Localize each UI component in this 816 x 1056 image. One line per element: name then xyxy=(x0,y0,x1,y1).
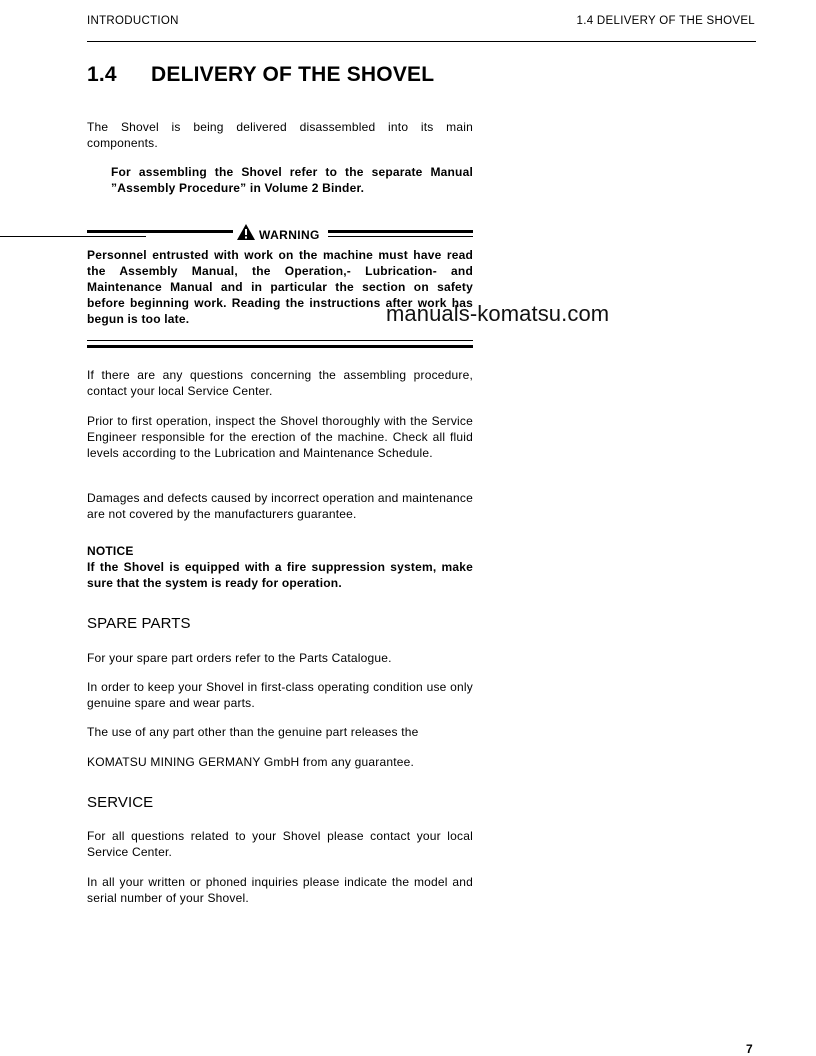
inspection-paragraph: Prior to first operation, inspect the Shovel thoroughly with the Service Engineer responsible for the erection of the machine. Check all fluid levels according to the Lubrication and Maintenance Schedule. xyxy=(87,414,473,460)
page-number: 7 xyxy=(746,1042,753,1056)
assembly-note: For assembling the Shovel refer to the separate Manual ”Assembly Procedure” in Volume 2 Binder. xyxy=(111,165,473,195)
header-chapter-label: 1.4 DELIVERY OF THE SHOVEL xyxy=(576,15,755,27)
warning-triangle-icon xyxy=(236,223,256,246)
spare-parts-heading: SPARE PARTS xyxy=(87,615,191,632)
spare-parts-paragraph-2: In order to keep your Shovel in first-class operating condition use only genuine spare and wear parts. xyxy=(87,680,473,710)
warning-bottom-rule xyxy=(87,345,473,348)
spare-parts-paragraph-3: The use of any part other than the genuine part releases the xyxy=(87,725,419,739)
page-title: DELIVERY OF THE SHOVEL xyxy=(151,63,435,86)
service-paragraph-2: In all your written or phoned inquiries please indicate the model and serial number of your Shovel. xyxy=(87,875,473,905)
warning-top-rule-right-thin xyxy=(328,236,473,237)
damages-paragraph: Damages and defects caused by incorrect operation and maintenance are not covered by the manufacturers guarantee. xyxy=(87,491,473,521)
warning-heading xyxy=(236,223,320,246)
questions-paragraph: If there are any questions concerning the assembling procedure, contact your local Service Center. xyxy=(87,368,473,398)
service-heading: SERVICE xyxy=(87,794,154,811)
notice-text: If the Shovel is equipped with a fire suppression system, make sure that the system is ready for operation. xyxy=(87,560,473,590)
intro-paragraph: The Shovel is being delivered disassembled into its main components. xyxy=(87,120,473,150)
warning-label: WARNING xyxy=(259,227,320,242)
header-divider xyxy=(87,41,756,42)
warning-top-rule-left xyxy=(87,230,233,233)
spare-parts-paragraph-4: KOMATSU MINING GERMANY GmbH from any guarantee. xyxy=(87,755,415,769)
warning-top-rule-right xyxy=(328,230,473,233)
page-title-number: 1.4 xyxy=(87,63,117,86)
spare-parts-paragraph-1: For your spare part orders refer to the Parts Catalogue. xyxy=(87,651,392,665)
warning-top-rule-left-thin xyxy=(0,236,146,237)
service-paragraph-1: For all questions related to your Shovel please contact your local Service Center. xyxy=(87,829,473,859)
warning-text: Personnel entrusted with work on the machine must have read the Assembly Manual, the Operation,- Lubrication- and Maintenance Manual and in particular the section on safety before beginning work. Reading the instructions after work has begun is too late. xyxy=(87,248,473,326)
header-section-label: INTRODUCTION xyxy=(87,15,179,27)
warning-bottom-rule-thin xyxy=(87,340,473,341)
notice-label: NOTICE xyxy=(87,544,134,558)
watermark: manuals-komatsu.com xyxy=(386,301,610,326)
